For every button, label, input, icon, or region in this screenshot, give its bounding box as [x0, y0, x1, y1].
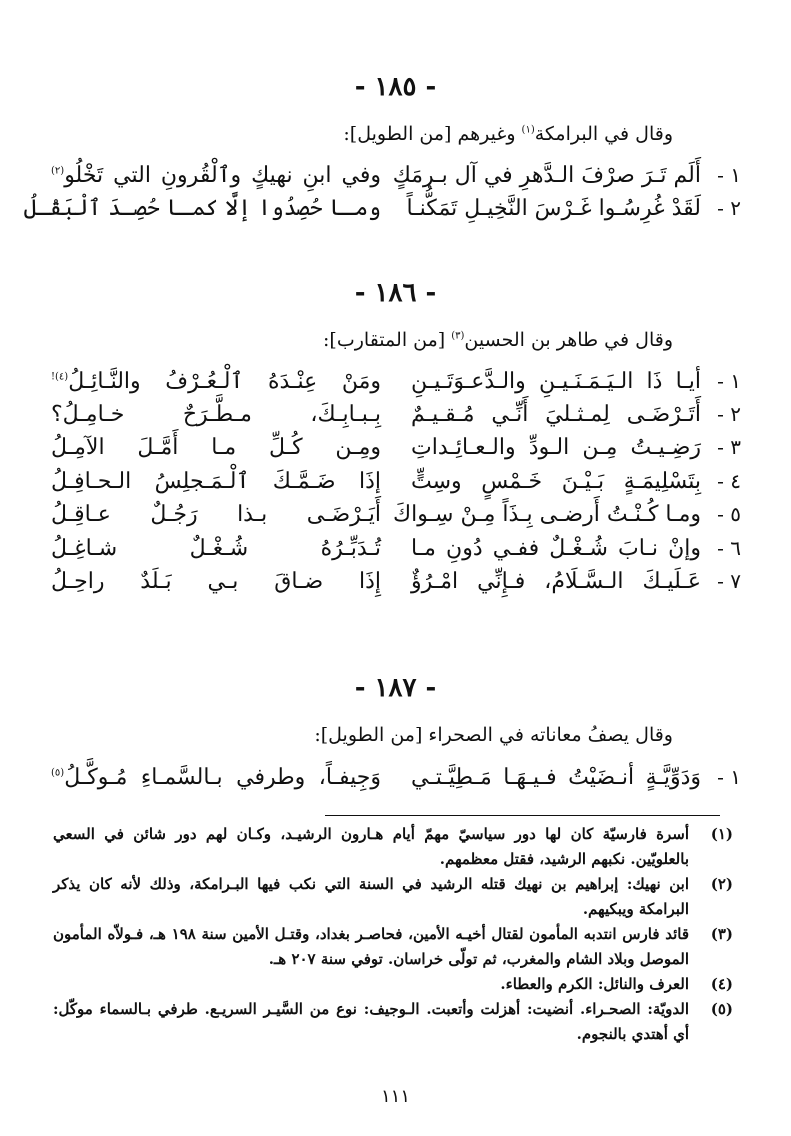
- verse-number: ٧ -: [717, 569, 741, 593]
- verse: [51, 765, 741, 797]
- footnote-ref: (٥): [51, 767, 65, 779]
- poem-intro-185: [343, 123, 673, 145]
- verse-number: ٢ -: [717, 402, 741, 426]
- footnote-text: قائد فارس انتدبه المأمون لقتال أخيـه الأمين، فحاصـر بغداد، وقتـل الأمين سنة ١٩٨ هـ، فـولاّه المأمون الموصل وبلاد الشام والمغرب، ثم تولّى خراسان. توفي سنة ٢٠٧ هـ.: [53, 925, 689, 968]
- verse-first-hemistich: وَدَوِّيَّـةٍ أنـضَيْتُ فـيـهَـا مَـطِيَّـتـي: [411, 765, 701, 790]
- verse-first-hemistich: ومـا كُـنْـتُ أَرضـى بِـذَاً مِـنْ سِـواكَ: [392, 502, 701, 527]
- footnote-text: الدويّة: الصحـراء. أنضيت: أهزلت وأتعبت. الـوجيف: نوع من السَّيـر السريـع. طرفي بـالسماء موكّل: أي أهتدي بالنجوم.: [53, 1000, 689, 1043]
- verse-first-hemistich: أَلَم تَـرَ صرْفَ الـدَّهرِ في آل بـرمَكٍ: [392, 163, 701, 188]
- verse-number: ٢ -: [717, 196, 741, 220]
- verse-first-hemistich: رَضِـيـتُ مِـن الـودِّ والـعـائِـداتِ: [411, 435, 701, 460]
- footnote-number: (٤): [710, 975, 733, 993]
- verse-second-hemistich: [51, 163, 381, 188]
- footnote-number: (١): [710, 825, 733, 843]
- verse-first-hemistich: أيـا ذَا الـيَـمَـنَـيـنِ والـدَّعـوَتَـيـنِ: [411, 369, 701, 394]
- poem-intro-187: [314, 724, 673, 746]
- footnote-text: أسرة فارسيّة كان لها دور سياسيّ مهمّ أيام هـارون الرشيـد، وكـان لهم دور شائن في السعي بالعلويّين. نكبهم الرشيد، فقتل معظمهم.: [53, 825, 689, 868]
- verse-second-hemistich: أَيَـرْضَـى بـذا رَجُـلٌ عـاقِـلُ: [51, 502, 381, 527]
- verse-number: ٦ -: [717, 536, 741, 560]
- footnote-divider: [325, 815, 720, 816]
- verse: [51, 369, 741, 401]
- footnote-text: العرف والنائل: الكرم والعطاء.: [500, 975, 689, 993]
- verse-first-hemistich: وإنْ نـابَ شُـغْـلٌ ففـي دُونِ مـا: [411, 536, 701, 561]
- verse-number: ١ -: [717, 163, 741, 187]
- footnote: [53, 922, 733, 972]
- verse-second-hemistich: تُـدَبِّـرُهُ شُـغْـلٌ شـاغِـلُ: [51, 536, 381, 561]
- footnote-ref: (١): [521, 124, 535, 136]
- intro-text: وقال في البرامكة: [534, 123, 673, 145]
- verse-number: ٣ -: [717, 435, 741, 459]
- hemistich-text: ومَنْ عِنْـدَهُ ٱلْـعُـرْفُ والنَّـائِـلُ: [68, 369, 381, 394]
- verse-second-hemistich: إذَا ضَـمَّـكَ ٱلْـمَـجلِسُ الـحـافِـلُ: [51, 469, 381, 494]
- intro-meter: [من المتقارب]:: [323, 329, 452, 351]
- verse-first-hemistich: لَقَدْ غُرِسُـوا غَـرْسَ النَّخِيـلِ تَمَكُّنـاً: [406, 196, 701, 221]
- poem-number-185: - ١٨٥ -: [354, 72, 437, 102]
- verse-number: ١ -: [717, 765, 741, 789]
- intro-text: وقال يصفُ معاناته في الصحراء [من الطويل]:: [314, 724, 673, 746]
- verse: [23, 196, 741, 228]
- hemistich-text: وفي ابنِ نهيكٍ وٱلْقُرونِ التي تَخْلُو: [64, 163, 381, 188]
- verse-second-hemistich: بِـبـابِـكَ، مـطَّـرَحٌ خـامِـلُ؟: [51, 402, 381, 427]
- footnote: [53, 872, 733, 922]
- poem-intro-186: [323, 329, 673, 351]
- poem-number-187: - ١٨٧ -: [354, 673, 437, 703]
- footnote-number: (٥): [710, 1000, 733, 1018]
- footnote-text: ابن نهيك: إبراهيم بن نهيك قتله الرشيد في السنة التي نكب فيها البـرامكة، وذلك لأنه كان يذكر البرامكة ويبكيهم.: [53, 875, 689, 918]
- verse: [51, 435, 741, 467]
- footnote-number: (٢): [710, 875, 733, 893]
- verse-second-hemistich: ومِـن كُـلِّ مـا أَمَّـلَ الآمِـلُ: [51, 435, 381, 460]
- intro-meter: وغيرهم [من الطويل]:: [343, 123, 522, 145]
- verse-first-hemistich: أَتَـرْضَـى لِمـثـليَ أَنِّـي مُـقـيـمٌ: [411, 402, 701, 427]
- intro-text: وقال في طاهر بن الحسين: [464, 329, 673, 351]
- page-number: ١١١: [380, 1086, 410, 1107]
- verse: [51, 502, 741, 534]
- footnote-ref: (٤)!: [51, 371, 69, 383]
- footnote: [53, 822, 733, 872]
- verse-first-hemistich: عَـلَيـكَ الـسَّـلَامُ، فـإِنِّي امْـرُؤٌ: [411, 569, 701, 594]
- verse: [51, 402, 741, 434]
- verse: [51, 536, 741, 568]
- footnote: [53, 972, 733, 997]
- verse: [51, 469, 741, 501]
- footnote-number: (٣): [710, 925, 733, 943]
- verse-second-hemistich: إِذَا ضـاقَ بـي بَـلَدٌ راحِـلُ: [51, 569, 381, 594]
- verse: [51, 569, 741, 601]
- verse-second-hemistich: [51, 369, 381, 394]
- hemistich-text: وَجِيفـاً، وطرفي بـالسَّمـاءِ مُـوكَّـلُ: [64, 765, 381, 790]
- footnote: [53, 997, 733, 1047]
- poem-number-186: - ١٨٦ -: [354, 278, 437, 308]
- verse-number: ١ -: [717, 369, 741, 393]
- verse-second-hemistich: [51, 765, 381, 790]
- footnote-ref: (٢): [51, 165, 65, 177]
- verse-second-hemistich: ومـا حُصِدُوا إلَّا كمـا حُصِـدَ ٱلْبَقْـلُ: [23, 196, 381, 221]
- verse-number: ٤ -: [717, 469, 741, 493]
- verse: [51, 163, 741, 195]
- verse-first-hemistich: بِتَسْلِيمَـةٍ بَـيْـنَ خَـمْسٍ وسِتٍّ: [411, 469, 701, 494]
- footnote-ref: (٣): [451, 330, 465, 342]
- verse-number: ٥ -: [717, 502, 741, 526]
